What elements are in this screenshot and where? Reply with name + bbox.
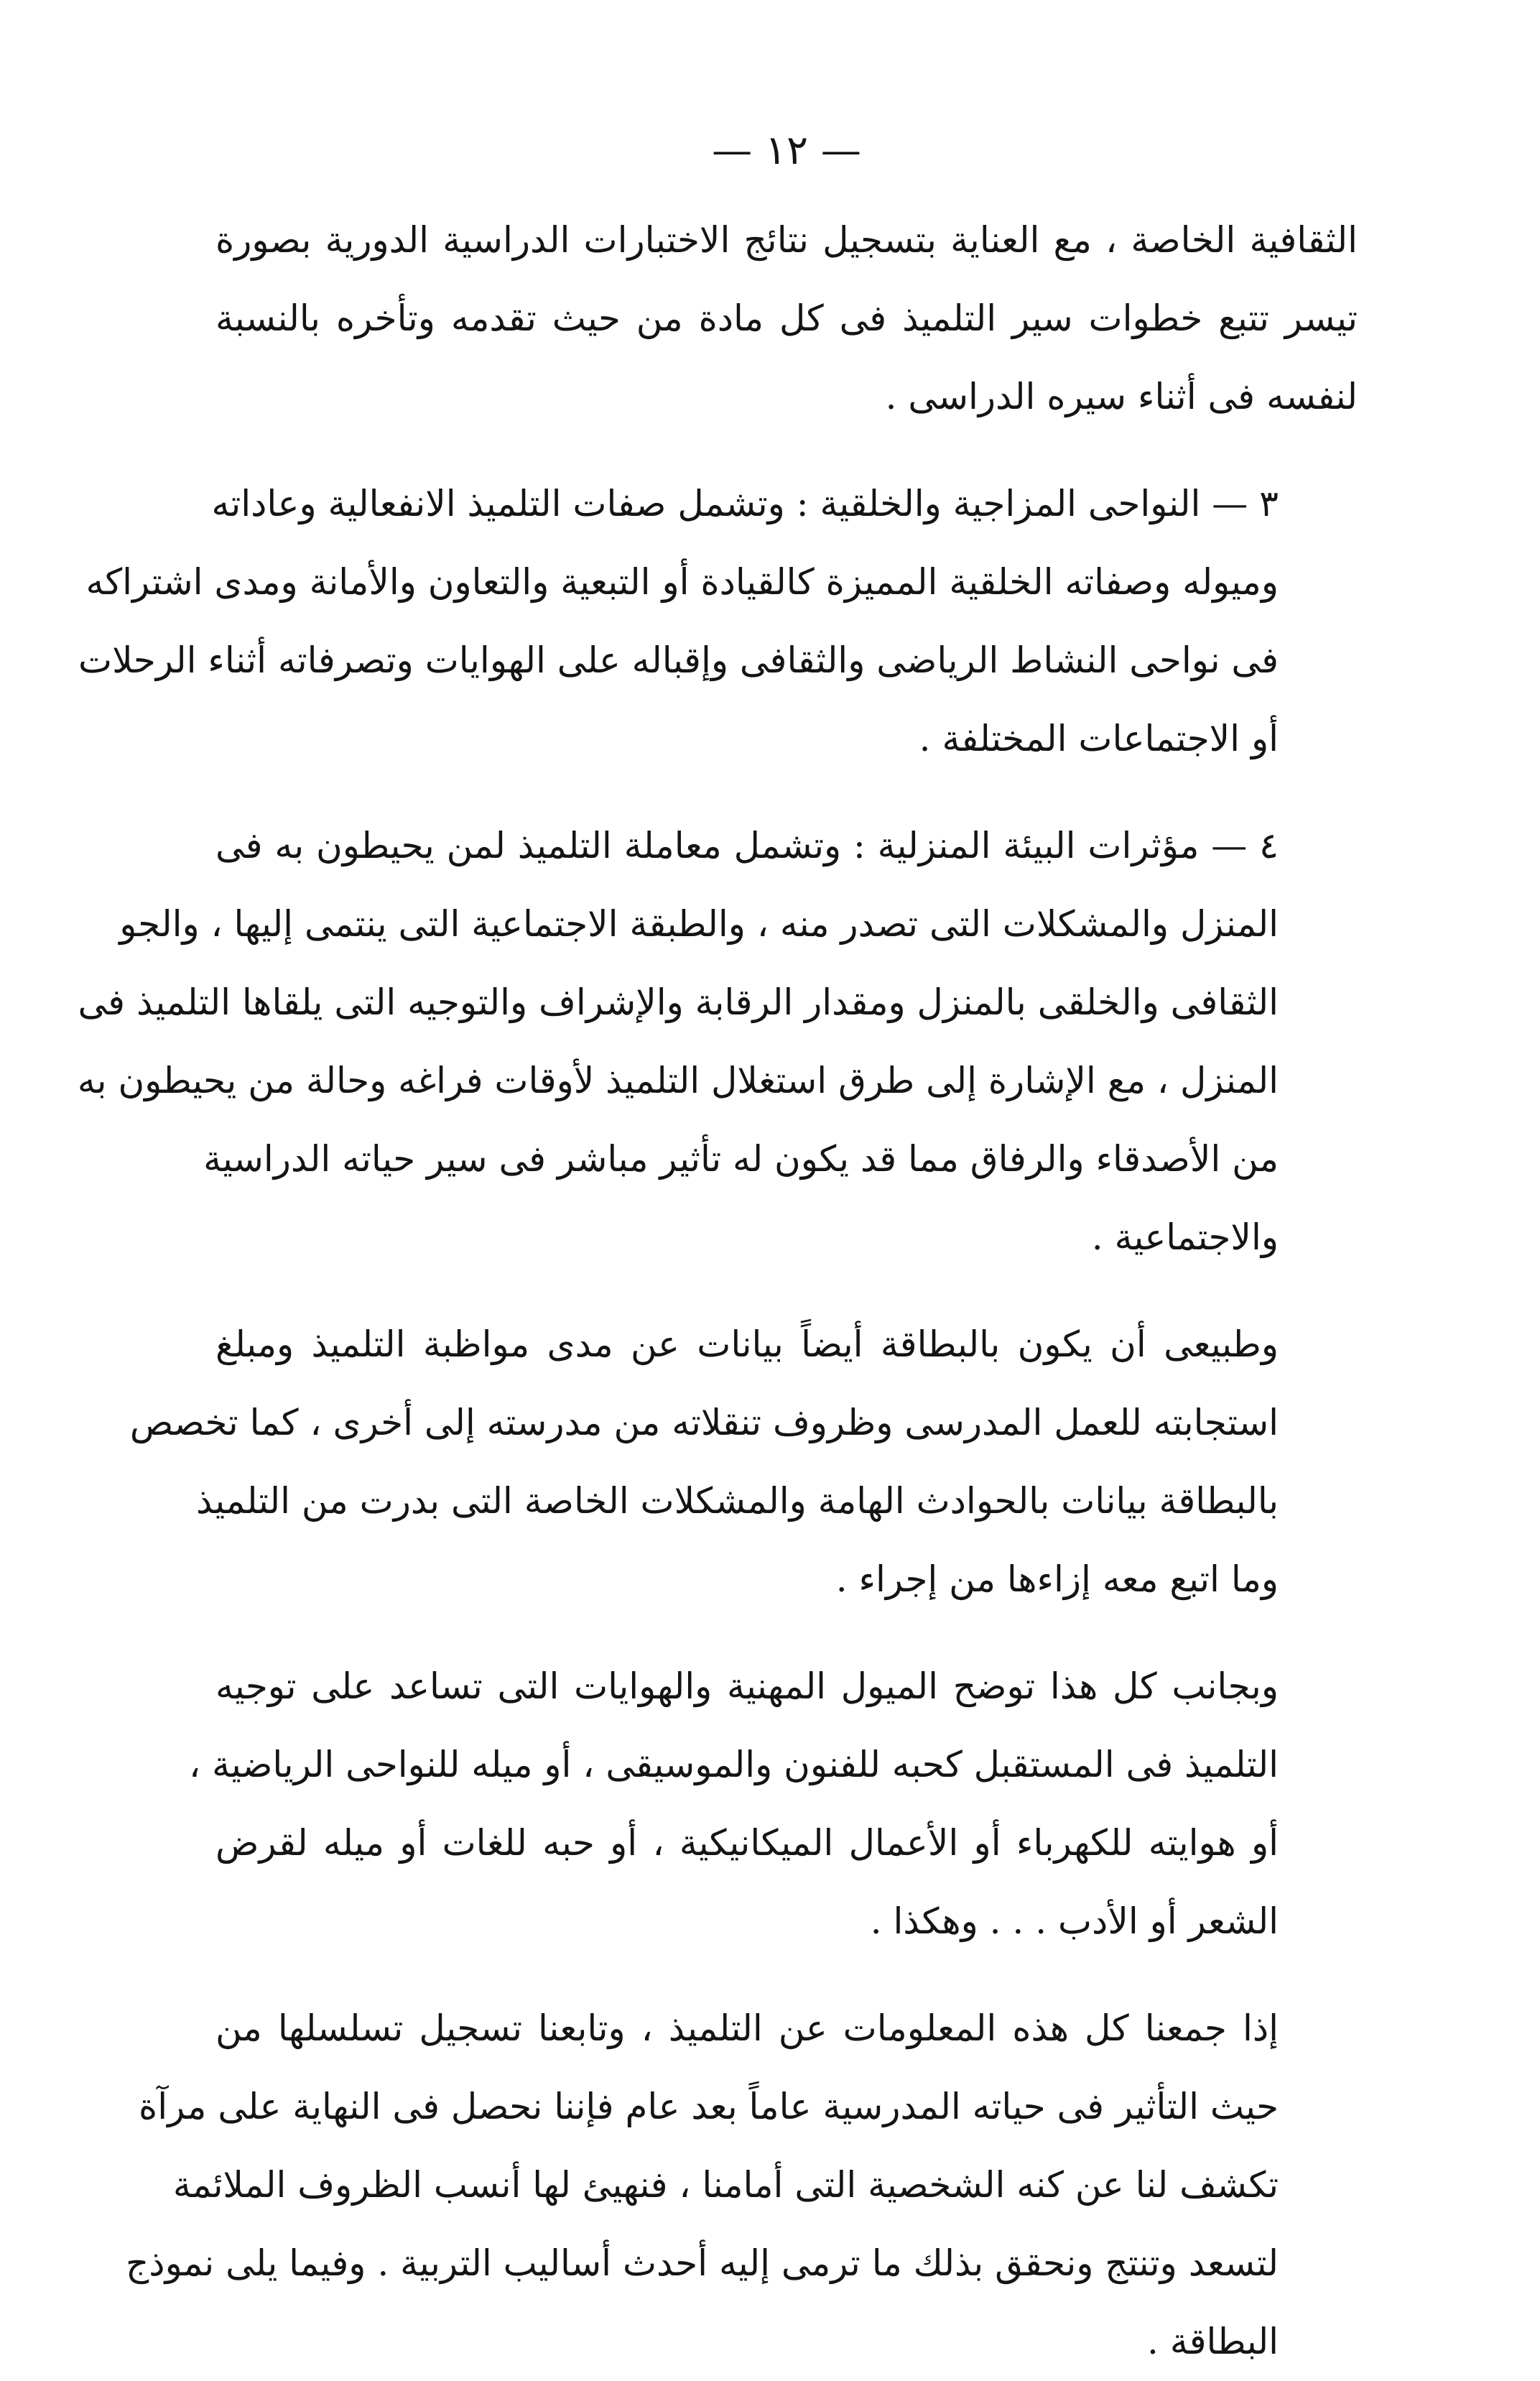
text-line: تكشف لنا عن كنه الشخصية التى أمامنا ، فنهيئ لها أنسب الظروف الملائمة bbox=[172, 2164, 1279, 2206]
text-line: المنزل ، مع الإشارة إلى طرق استغلال التلميذ لأوقات فراغه وحالة من يحيطون به bbox=[77, 1060, 1279, 1101]
text-line: والاجتماعية . bbox=[1091, 1216, 1279, 1258]
text-line: وبجانب كل هذا توضح الميول المهنية والهوايات التى تساعد على توجيه bbox=[215, 1665, 1279, 1707]
text-line: بالبطاقة بيانات بالحوادث الهامة والمشكلات الخاصة التى بدرت من التلميذ bbox=[196, 1480, 1279, 1522]
text-line: حيث التأثير فى حياته المدرسية عاماً بعد عام فإننا نحصل فى النهاية على مرآة bbox=[139, 2086, 1279, 2127]
text-line: لتسعد وتنتج ونحقق بذلك ما ترمى إليه أحدث أساليب التربية . وفيما يلى نموذج bbox=[126, 2242, 1279, 2284]
text-line: البطاقة . bbox=[1147, 2321, 1279, 2362]
text-line: وما اتبع معه إزاءها من إجراء . bbox=[835, 1558, 1279, 1600]
document-page bbox=[77, 122, 1358, 2381]
text-line: المنزل والمشكلات التى تصدر منه ، والطبقة الاجتماعية التى ينتمى إليها ، والجو bbox=[119, 903, 1279, 945]
text-line: ٣ — النواحى المزاجية والخلقية : وتشمل صفات التلميذ الانفعالية وعاداته bbox=[211, 483, 1279, 524]
text-line: إذا جمعنا كل هذه المعلومات عن التلميذ ، وتابعنا تسجيل تسلسلها من bbox=[215, 2007, 1279, 2049]
text-line: الثقافية الخاصة ، مع العناية بتسجيل نتائج الاختبارات الدراسية الدورية بصورة bbox=[215, 219, 1358, 261]
text-line: الثقافى والخلقى بالمنزل ومقدار الرقابة والإشراف والتوجيه التى يلقاها التلميذ فى bbox=[78, 981, 1279, 1023]
text-line: أو هوايته للكهرباء أو الأعمال الميكانيكية ، أو حبه للغات أو ميله لقرض bbox=[215, 1822, 1279, 1864]
text-line: لنفسه فى أثناء سيره الدراسى . bbox=[885, 376, 1358, 417]
text-line: وميوله وصفاته الخلقية المميزة كالقيادة أو التبعية والتعاون والأمانة ومدى اشتراكه bbox=[85, 561, 1279, 603]
page-number: — ١٢ — bbox=[712, 127, 861, 174]
text-line: الشعر أو الأدب . . . وهكذا . bbox=[870, 1900, 1279, 1942]
paragraph-temperament-character bbox=[78, 465, 1358, 778]
text-line: استجابته للعمل المدرسى وظروف تنقلاته من مدرسته إلى أخرى ، كما تخصص bbox=[129, 1402, 1279, 1443]
paragraph-attendance bbox=[129, 1305, 1358, 1619]
text-line: أو الاجتماعات المختلفة . bbox=[919, 718, 1279, 759]
paragraph-academic-records bbox=[215, 201, 1358, 436]
paragraph-home-environment bbox=[77, 807, 1358, 1277]
text-line: التلميذ فى المستقبل كحبه للفنون والموسيقى ، أو ميله للنواحى الرياضية ، bbox=[189, 1744, 1279, 1785]
text-line: من الأصدقاء والرفاق مما قد يكون له تأثير مباشر فى سير حياته الدراسية bbox=[203, 1138, 1279, 1180]
paragraph-vocational-interests bbox=[189, 1647, 1358, 1961]
text-line: ٤ — مؤثرات البيئة المنزلية : وتشمل معاملة التلميذ لمن يحيطون به فى bbox=[215, 825, 1279, 866]
text-line: وطبيعى أن يكون بالبطاقة أيضاً بيانات عن مدى مواظبة التلميذ ومبلغ bbox=[215, 1323, 1279, 1365]
paragraph-conclusion bbox=[126, 1989, 1358, 2381]
text-line: تيسر تتبع خطوات سير التلميذ فى كل مادة من حيث تقدمه وتأخره بالنسبة bbox=[215, 297, 1358, 339]
text-line: فى نواحى النشاط الرياضى والثقافى وإقباله على الهوايات وتصرفاته أثناء الرحلات bbox=[78, 639, 1279, 681]
